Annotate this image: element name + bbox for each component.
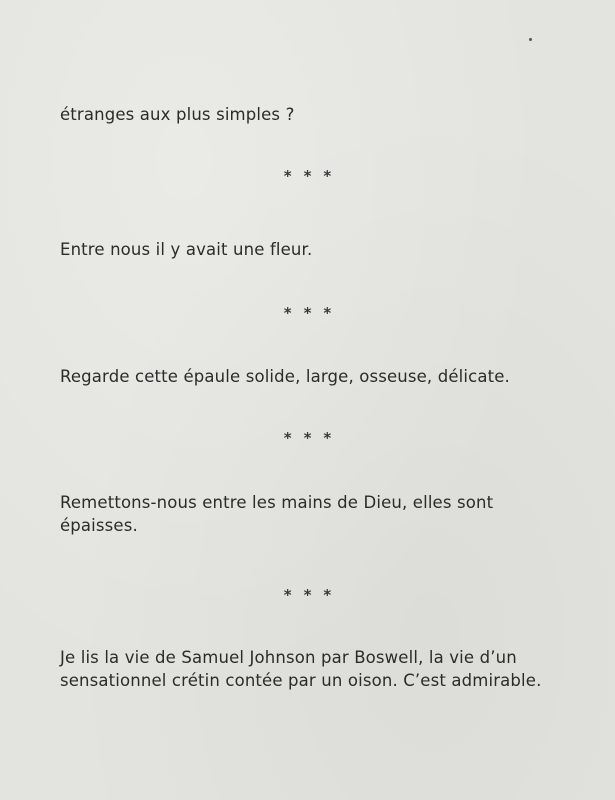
paragraph-3: Regarde cette épaule solide, large, osseuse, délicate. [60, 367, 510, 386]
section-separator-1: *** [283, 167, 344, 185]
paragraph-2: Entre nous il y avait une fleur. [60, 240, 313, 259]
section-separator-2: *** [283, 304, 344, 322]
paragraph-1: étranges aux plus simples ? [60, 105, 295, 124]
paper-speck [529, 38, 532, 41]
section-separator-3: *** [283, 429, 344, 447]
paragraph-5: Je lis la vie de Samuel Johnson par Boswell, la vie d’un sensationnel crétin contée par un oison. C’est admirable. [60, 648, 542, 690]
paragraph-4: Remettons-nous entre les mains de Dieu, elles sont épaisses. [60, 493, 494, 535]
section-separator-4: *** [283, 586, 344, 604]
